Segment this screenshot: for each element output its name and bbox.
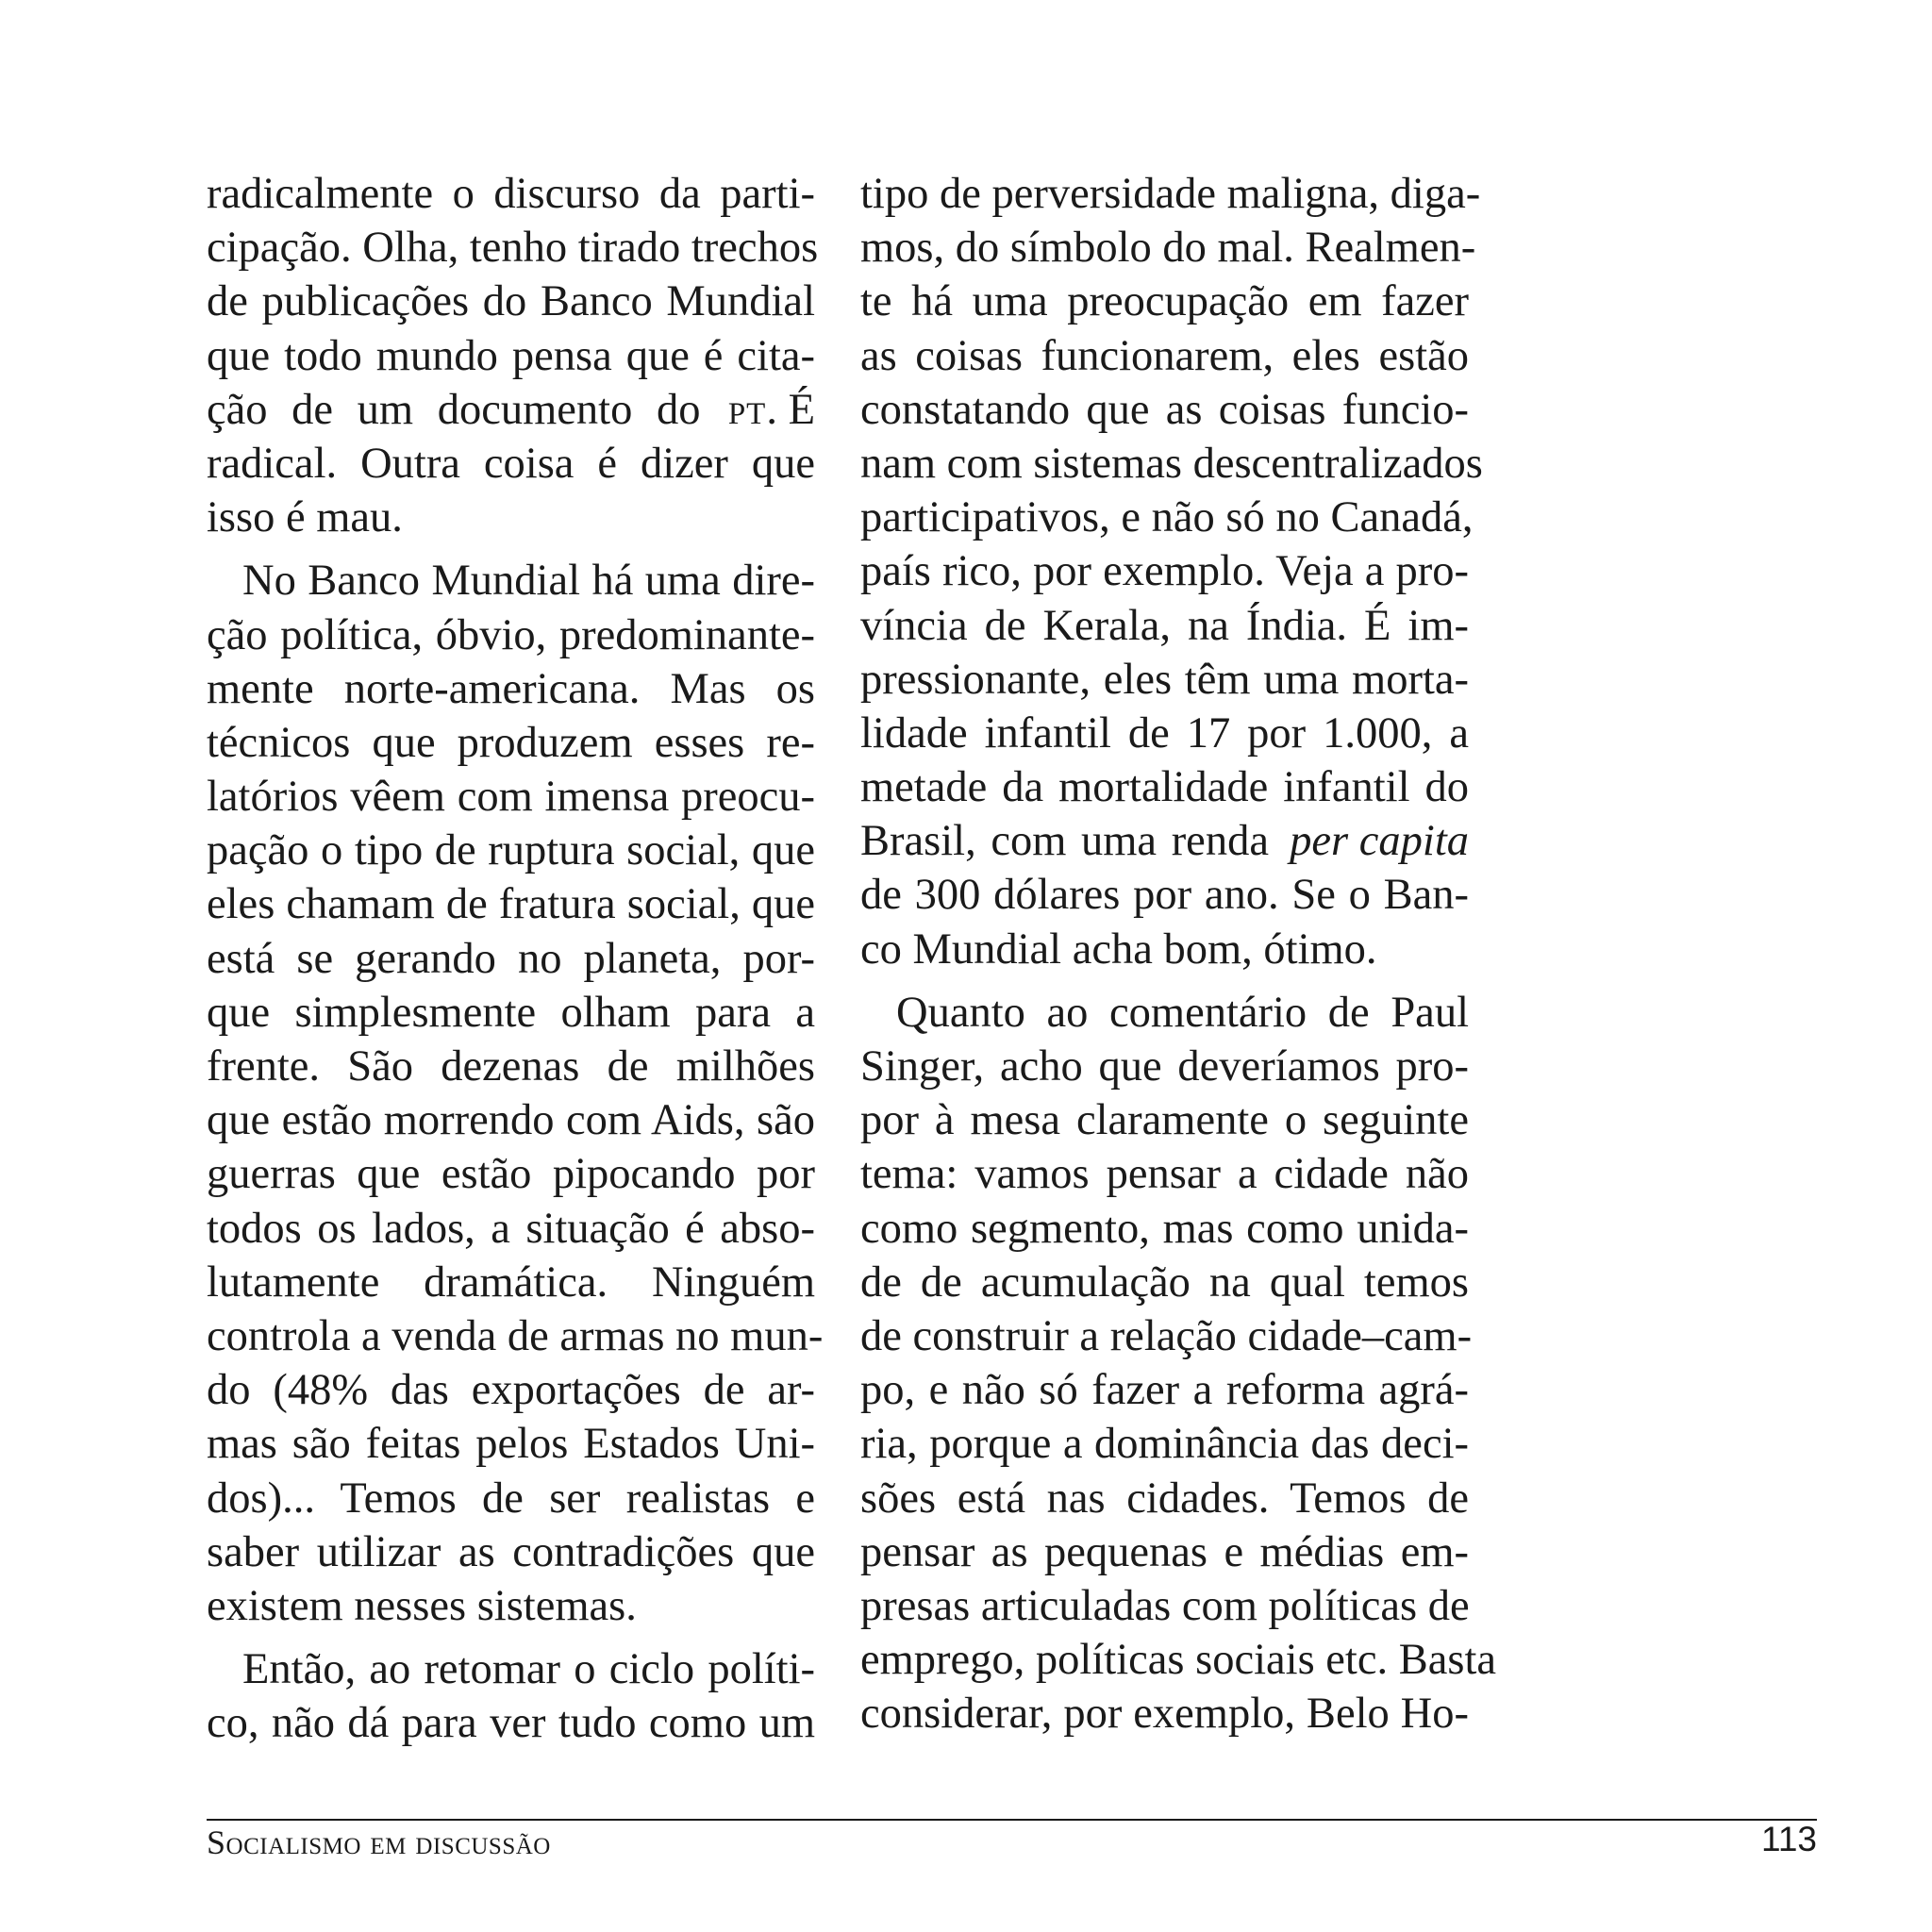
text-line: po, e não só fazer a reforma agrá- <box>860 1366 1469 1415</box>
text-line: ção política, óbvio, predominante- <box>207 610 815 659</box>
text-line: ria, porque a dominância das deci- <box>860 1420 1469 1469</box>
text-line: nam com sistemas descentralizados <box>860 439 1483 488</box>
text-line: considerar, por exemplo, Belo Ho- <box>860 1690 1469 1739</box>
paragraph-first-line: Quanto ao comentário de Paul <box>896 988 1469 1037</box>
italic-phrase: per capita <box>1290 817 1469 866</box>
text-line: sões está nas cidades. Temos de <box>860 1474 1469 1523</box>
text-line: latórios vêem com imensa preocu- <box>207 773 815 822</box>
text-line-with-italic <box>860 814 1469 868</box>
text-line-start: ção de um documento do <box>207 385 725 434</box>
text-line: que todo mundo pensa que é cita- <box>207 331 815 380</box>
text-line: saber utilizar as contradições que <box>207 1527 815 1576</box>
text-line: presas articuladas com políticas de <box>860 1581 1470 1630</box>
text-line-end: . É <box>766 385 815 434</box>
text-line: do (48% das exportações de ar- <box>207 1366 815 1415</box>
text-line-start: Brasil, com uma renda <box>860 817 1284 866</box>
text-line: que simplesmente olham para a <box>207 988 815 1037</box>
paragraph-first-line: Então, ao retomar o ciclo políti- <box>242 1645 815 1694</box>
text-line: de de acumulação na qual temos <box>860 1257 1469 1307</box>
text-line: participativos, e não só no Canadá, <box>860 493 1474 542</box>
text-line: Singer, acho que deveríamos pro- <box>860 1042 1469 1091</box>
paragraph-first-line: No Banco Mundial há uma dire- <box>242 557 815 606</box>
page-number: 113 <box>1761 1820 1817 1858</box>
text-line: está se gerando no planeta, por- <box>207 934 815 983</box>
text-line: de publicações do Banco Mundial <box>207 277 815 326</box>
text-line: co, não dá para ver tudo como um <box>207 1699 815 1748</box>
text-line: cipação. Olha, tenho tirado trechos <box>207 224 819 273</box>
text-line: as coisas funcionarem, eles estão <box>860 331 1469 380</box>
left-text-column <box>207 167 824 1750</box>
text-line: isso é mau. <box>207 493 403 542</box>
text-line: técnicos que produzem esses re- <box>207 718 815 767</box>
text-line: existem nesses sistemas. <box>207 1581 637 1630</box>
text-line: como segmento, mas como unida- <box>860 1204 1469 1253</box>
text-line: de 300 dólares por ano. Se o Ban- <box>860 871 1469 920</box>
text-line: mente norte-americana. Mas os <box>207 664 815 713</box>
text-line: pensar as pequenas e médias em- <box>860 1527 1469 1576</box>
running-footer-title: Socialismo em discussão <box>207 1824 551 1861</box>
text-line: metade da mortalidade infantil do <box>860 763 1469 812</box>
party-abbreviation: pt <box>727 385 767 434</box>
text-line: frente. São dezenas de milhões <box>207 1042 815 1091</box>
text-line: tipo de perversidade maligna, diga- <box>860 170 1481 218</box>
text-line: todos os lados, a situação é abso- <box>207 1204 815 1253</box>
text-line: lutamente dramática. Ninguém <box>207 1257 815 1307</box>
text-line: emprego, políticas sociais etc. Basta <box>860 1636 1497 1685</box>
right-text-column <box>860 167 1497 1740</box>
text-line: mos, do símbolo do mal. Realmen- <box>860 224 1476 273</box>
text-line: de construir a relação cidade–cam- <box>860 1311 1473 1360</box>
text-line: tema: vamos pensar a cidade não <box>860 1150 1469 1199</box>
text-line: país rico, por exemplo. Veja a pro- <box>860 547 1469 596</box>
text-line: eles chamam de fratura social, que <box>207 880 815 929</box>
text-line: guerras que estão pipocando por <box>207 1150 815 1199</box>
text-line: mas são feitas pelos Estados Uni- <box>207 1420 815 1469</box>
text-line: pação o tipo de ruptura social, que <box>207 826 815 875</box>
text-line: por à mesa claramente o seguinte <box>860 1096 1469 1145</box>
text-line: radical. Outra coisa é dizer que <box>207 439 815 488</box>
text-line: co Mundial acha bom, ótimo. <box>860 924 1377 974</box>
text-line: que estão morrendo com Aids, são <box>207 1096 815 1145</box>
text-line: víncia de Kerala, na Índia. É im- <box>860 601 1469 650</box>
abbreviation-group <box>728 383 815 437</box>
text-line-with-abbreviation <box>207 383 815 437</box>
text-line: dos)... Temos de ser realistas e <box>207 1474 815 1523</box>
text-line: controla a venda de armas no mun- <box>207 1311 824 1360</box>
text-line: radicalmente o discurso da parti- <box>207 170 815 218</box>
text-line: pressionante, eles têm uma morta- <box>860 655 1469 704</box>
text-line: constatando que as coisas funcio- <box>860 385 1469 434</box>
text-line: te há uma preocupação em fazer <box>860 277 1469 326</box>
text-line: lidade infantil de 17 por 1.000, a <box>860 708 1469 758</box>
footer-divider <box>207 1819 1817 1821</box>
